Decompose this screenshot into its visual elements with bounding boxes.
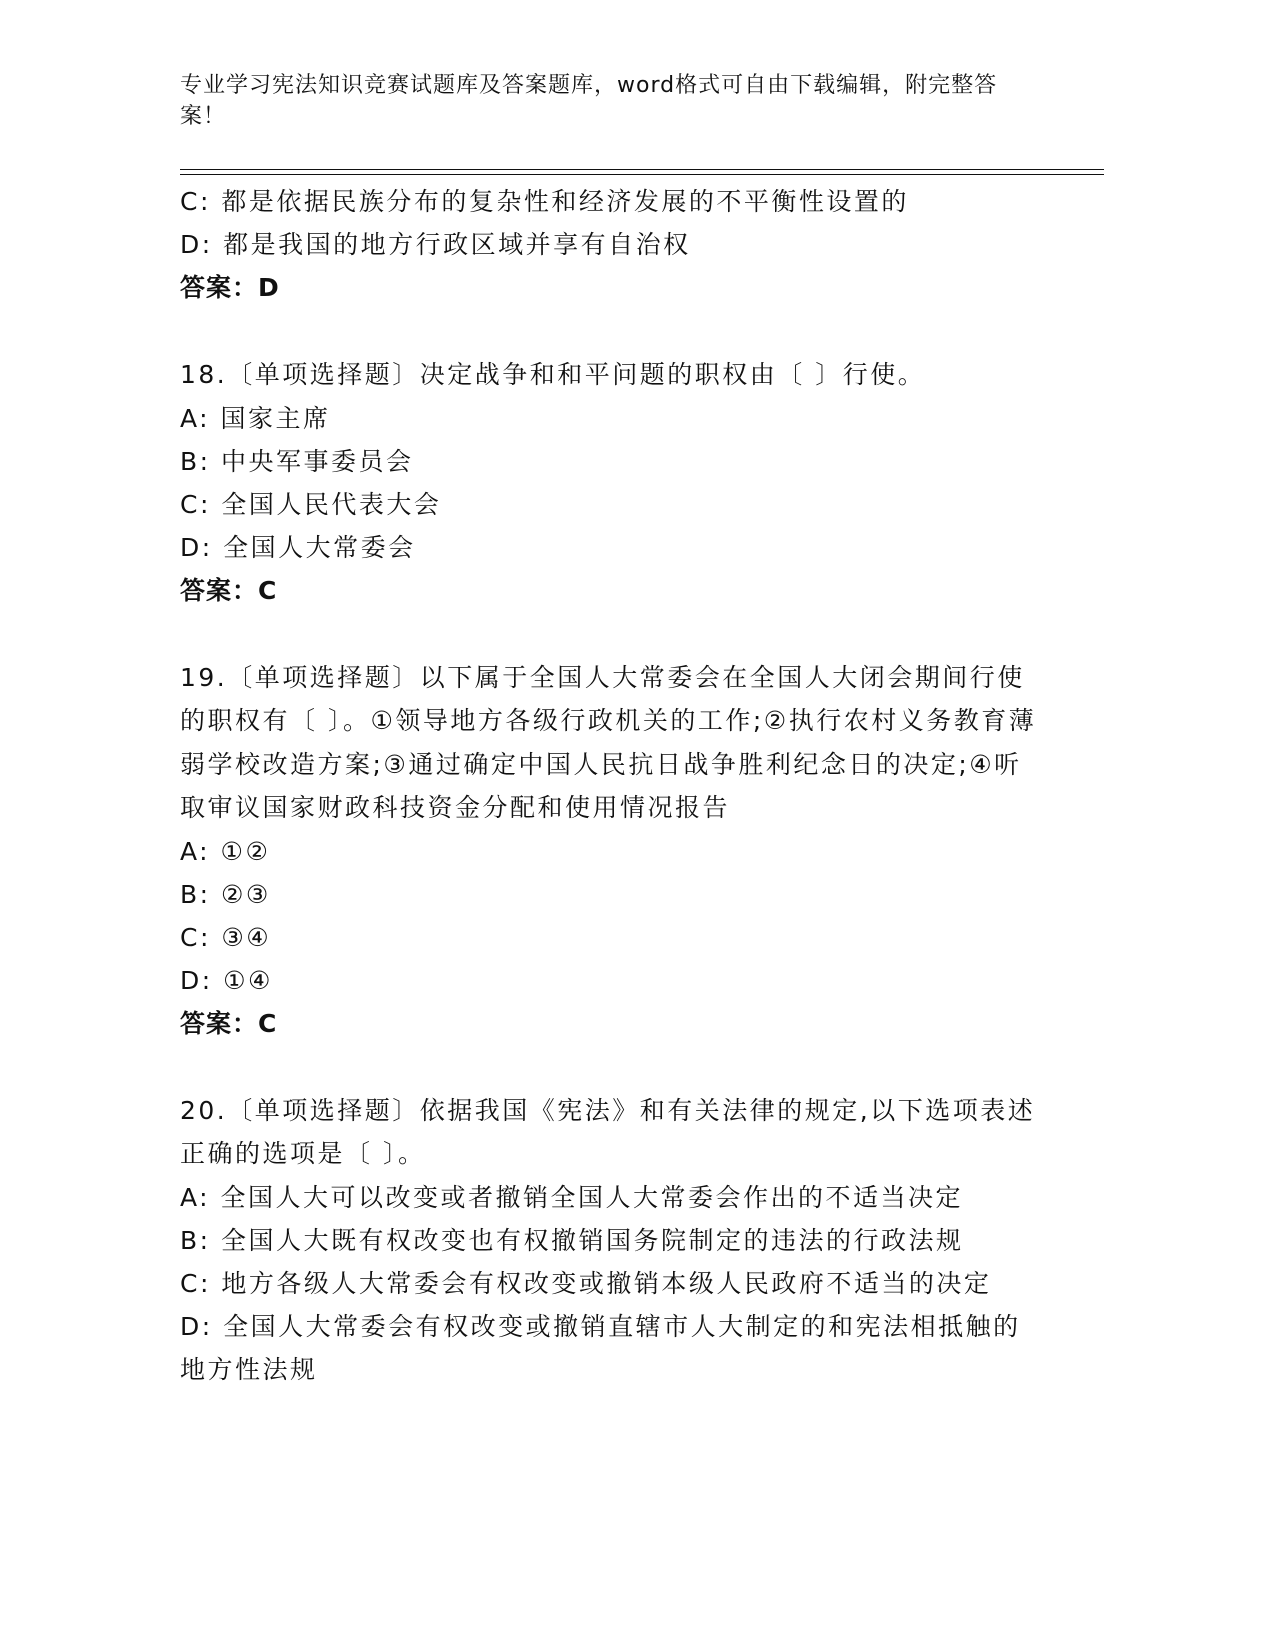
answer-line: 答案：D (180, 273, 280, 302)
prev-question-tail (180, 180, 1040, 309)
header-rule-top (180, 169, 1104, 170)
question-stem: 18.〔单项选择题〕决定战争和和平问题的职权由〔 〕行使。 (180, 360, 926, 389)
question-18 (180, 353, 1040, 612)
option-b: B: 全国人大既有权改变也有权撤销国务院制定的违法的行政法规 (180, 1225, 964, 1255)
answer-line: 答案：C (180, 1008, 278, 1038)
document-header: 专业学习宪法知识竞赛试题库及答案题库，word格式可自由下载编辑，附完整答案！ (180, 73, 998, 129)
option-c: C: ③④ (180, 922, 272, 952)
option-d: D: 都是我国的地方行政区域并享有自治权 (180, 230, 691, 259)
option-d: D: 全国人大常委会 (180, 532, 416, 562)
answer-line: 答案：C (180, 575, 278, 605)
option-c: C: 都是依据民族分布的复杂性和经济发展的不平衡性设置的 (180, 187, 909, 216)
option-a: A: 国家主席 (180, 403, 331, 433)
header-rule-bottom (180, 174, 1104, 175)
question-stem: 19.〔单项选择题〕以下属于全国人大常委会在全国人大闭会期间行使的职权有〔 〕。①领导地方各级行政机关的工作;②执行农村义务教育薄弱学校改造方案;③通过确定中国人民抗日战争胜利纪念日的决定;④听取审议国家财政科技资金分配和使用情况报告 (180, 662, 1037, 822)
question-content (180, 180, 1040, 1391)
option-d: D: 全国人大常委会有权改变或撤销直辖市人大制定的和宪法相抵触的地方性法规 (180, 1311, 1021, 1384)
option-b: B: 中央军事委员会 (180, 446, 414, 476)
option-c: C: 全国人民代表大会 (180, 489, 442, 519)
option-a: A: ①② (180, 836, 271, 866)
question-19 (180, 656, 1040, 1045)
option-c: C: 地方各级人大常委会有权改变或撤销本级人民政府不适当的决定 (180, 1268, 992, 1298)
question-20 (180, 1089, 1040, 1391)
option-b: B: ②③ (180, 879, 271, 909)
option-a: A: 全国人大可以改变或者撤销全国人大常委会作出的不适当决定 (180, 1182, 964, 1212)
option-d: D: ①④ (180, 965, 273, 995)
question-stem: 20.〔单项选择题〕依据我国《宪法》和有关法律的规定,以下选项表述正确的选项是〔 〕。 (180, 1095, 1036, 1168)
